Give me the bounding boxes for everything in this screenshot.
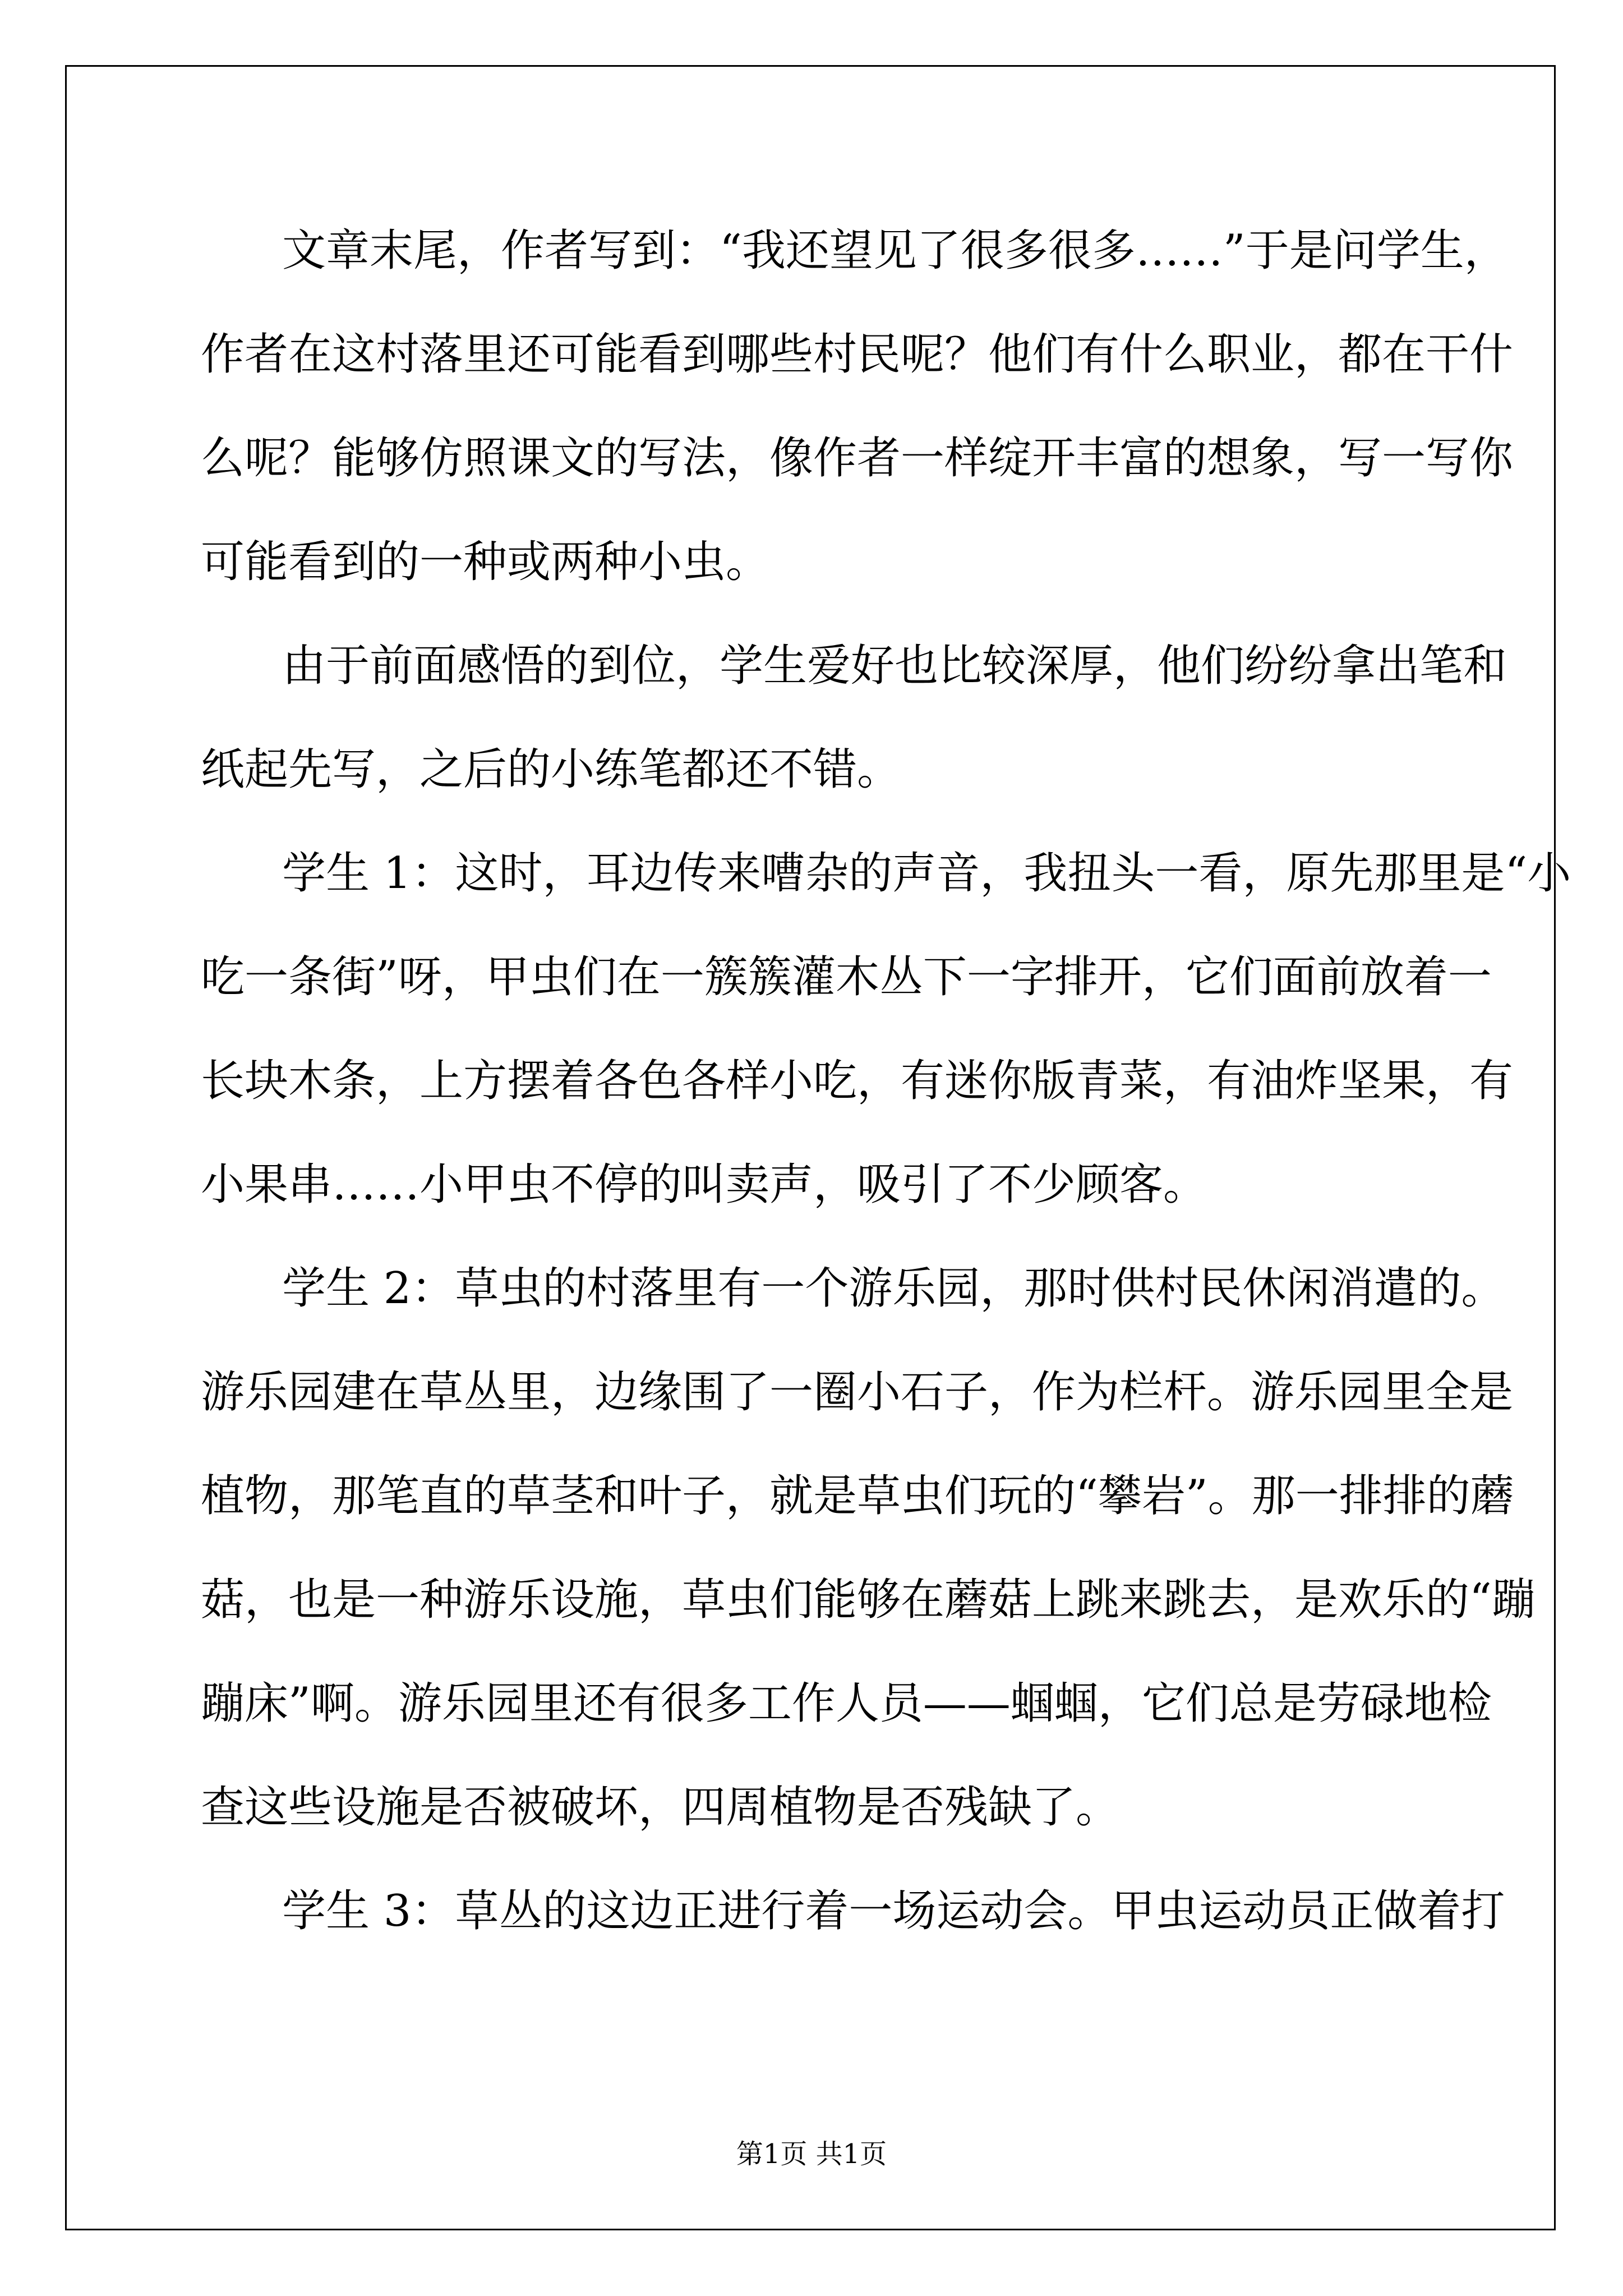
paragraph-3-line-2: 吃一条街”呀，甲虫们在一簇簇灌木丛下一字排开，它们面前放着一 (201, 952, 1492, 1002)
paragraph-4-line-3: 植物，那笔直的草茎和叶子，就是草虫们玩的“攀岩”。那一排排的蘑 (201, 1471, 1514, 1521)
paragraph-1-line-1: 文章末尾，作者写到：“我还望见了很多很多……”于是问学生， (282, 226, 1508, 276)
paragraph-4-line-5: 蹦床”啊。游乐园里还有很多工作人员——蝈蝈，它们总是劳碌地检 (201, 1678, 1492, 1729)
paragraph-4-line-1: 学生 2：草虫的村落里有一个游乐园，那时供村民休闲消遣的。 (282, 1263, 1505, 1314)
paragraph-2-line-1: 由于前面感悟的到位，学生爱好也比较深厚，他们纷纷拿出笔和 (282, 641, 1507, 691)
paragraph-4-line-4: 菇，也是一种游乐设施，草虫们能够在蘑菇上跳来跳去，是欢乐的“蹦 (201, 1575, 1536, 1625)
paragraph-1-line-2: 作者在这村落里还可能看到哪些村民呢？他们有什么职业，都在干什 (201, 329, 1514, 380)
document-body (201, 199, 1571, 1963)
paragraph-4-line-6: 查这些设施是否被破坏，四周植物是否残缺了。 (201, 1782, 1120, 1833)
paragraph-3-line-4: 小果串……小甲虫不停的叫卖声，吸引了不少顾客。 (201, 1159, 1207, 1210)
paragraph-5-line-1: 学生 3：草丛的这边正进行着一场运动会。甲虫运动员正做着打 (282, 1886, 1505, 1936)
paragraph-3-line-3: 长块木条，上方摆着各色各样小吃，有迷你版青菜，有油炸坚果，有 (201, 1056, 1514, 1106)
page-footer: 第1页 共1页 (736, 2138, 887, 2170)
paragraph-1-line-4: 可能看到的一种或两种小虫。 (201, 537, 770, 587)
paragraph-2-line-2: 纸起先写，之后的小练笔都还不错。 (201, 744, 901, 795)
paragraph-4-line-2: 游乐园建在草丛里，边缘围了一圈小石子，作为栏杆。游乐园里全是 (201, 1367, 1514, 1418)
paragraph-3-line-1: 学生 1：这时，耳边传来嘈杂的声音，我扭头一看，原先那里是“小 (282, 848, 1571, 899)
paragraph-1-line-3: 么呢？能够仿照课文的写法，像作者一样绽开丰富的想象，写一写你 (201, 433, 1514, 484)
